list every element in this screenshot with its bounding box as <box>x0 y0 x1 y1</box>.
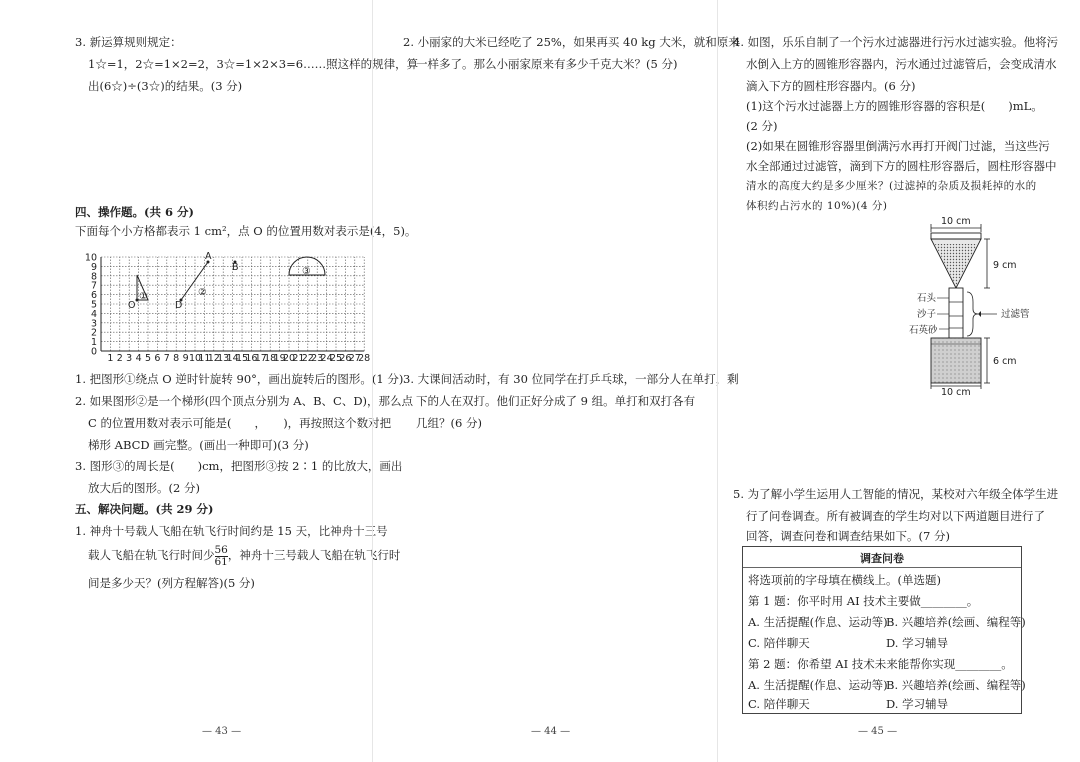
x-tick-label: 10 <box>188 353 202 364</box>
c2-q2-line2: 一样多了。那么小丽家原来有多少千克大米？(5 分) <box>416 57 678 71</box>
section5-title: 五、解决问题。(共 29 分) <box>75 502 214 516</box>
q3-line2: 1☆=1，2☆=1×2=2，3☆=1×2×3=6……照这样的规律，算 <box>88 57 419 71</box>
label-sand: 沙子 <box>917 309 937 320</box>
c3-q4-sub2-line4: 体积约占污水的 10%)(4 分) <box>746 200 888 212</box>
label-quartz: 石英砂 <box>909 325 938 336</box>
c3-q5-line1: 5. 为了解小学生运用人工智能的情况，某校对六年级全体学生进 <box>733 487 1059 501</box>
op-q2-line1: 2. 如果图形②是一个梯形(四个顶点分别为 A、B、C、D)，那么点 <box>75 394 414 408</box>
filter-diagram <box>901 216 1061 396</box>
x-tick-label: 8 <box>173 353 180 364</box>
op-q3-line2: 放大后的图形。(2 分) <box>88 481 200 495</box>
label-filter-pipe: 过滤管 <box>1001 309 1030 320</box>
y-tick-label: 0 <box>90 346 97 358</box>
fraction: $\frac{56}{61}$ <box>214 543 228 568</box>
point-d-label: D <box>175 300 183 311</box>
c3-q4-sub1: (1)这个污水过滤器上方的圆锥形容器的容积是( )mL。 <box>746 99 1043 113</box>
y-tick-label: 9 <box>90 261 97 273</box>
x-tick-label: 1 <box>107 353 114 364</box>
c3-q5-line2: 行了问卷调查。所有被调查的学生均对以下两道题目进行了 <box>746 509 1045 523</box>
shape-2-label: ② <box>198 287 207 298</box>
x-tick-label: 6 <box>154 353 161 364</box>
survey-q1-option-b: B. 兴趣培养(绘画、编程等) <box>886 615 1026 629</box>
coordinate-grid <box>82 244 382 366</box>
survey-q2-option-b: B. 兴趣培养(绘画、编程等) <box>886 678 1026 692</box>
survey-q2-option-a: A. 生活提醒(作息、运动等) <box>748 678 888 692</box>
dim-bottom: 10 cm <box>941 387 971 396</box>
c2-q2-line1: 2. 小丽家的大米已经吃了 25%，如果再买 40 kg 大米，就和原来 <box>403 35 740 49</box>
x-tick-label: 18 <box>264 353 277 364</box>
c3-q4-line2: 水倒入上方的圆锥形容器内，污水通过过滤管后，会变成清水 <box>746 57 1057 71</box>
shape-1-label: ① <box>139 291 148 302</box>
x-tick-label: 15 <box>235 353 249 364</box>
c3-q4-sub2-line2: 水全部通过过滤管，滴到下方的圆柱形容器后，圆柱形容器中 <box>746 159 1057 173</box>
x-tick-label: 11 <box>198 353 211 364</box>
op-q2-line2: C 的位置用数对表示可能是( ， )，再按照这个数对把 <box>88 416 392 430</box>
c3-q4-line3: 滴入下方的圆柱形容器内。(6 分) <box>746 79 916 93</box>
y-tick-label: 8 <box>90 271 97 283</box>
x-tick-label: 23 <box>311 353 324 364</box>
q3-line1: 3. 新运算规则规定： <box>75 35 182 49</box>
survey-q2: 第 2 题：你希望 AI 技术未来能帮你实现________。 <box>748 657 1013 671</box>
x-tick-label: 14 <box>226 353 239 364</box>
c2-q3-line3: 几组？(6 分) <box>416 416 482 430</box>
survey-q2-option-d: D. 学习辅导 <box>886 697 949 711</box>
c3-q4-sub2-line3: 清水的高度大约是多少厘米？(过滤掉的杂质及损耗掉的水的 <box>746 180 1037 192</box>
survey-intro: 将选项前的字母填在横线上。(单选题) <box>748 573 941 587</box>
x-tick-label: 16 <box>245 353 258 364</box>
x-tick-label: 9 <box>182 353 189 364</box>
x-tick-label: 7 <box>163 353 170 364</box>
page-43 <box>0 0 419 762</box>
dim-top: 10 cm <box>941 216 971 227</box>
x-tick-label: 26 <box>339 353 352 364</box>
solve-q1-line1: 1. 神舟十号载人飞船在轨飞行时间约是 15 天，比神舟十三号 <box>75 524 388 538</box>
x-tick-label: 24 <box>320 353 333 364</box>
point-a-label: A <box>205 251 212 262</box>
page-number: — 44 — <box>531 726 571 737</box>
survey-q1-option-d: D. 学习辅导 <box>886 636 949 650</box>
y-tick-label: 5 <box>90 299 97 311</box>
x-tick-label: 17 <box>254 353 267 364</box>
dim-6cm: 6 cm <box>993 356 1017 367</box>
c2-q3-line1: 3. 大课间活动时，有 30 位同学在打乒乓球，一部分人在单打，剩 <box>403 372 739 386</box>
section4-title: 四、操作题。(共 6 分) <box>75 205 194 219</box>
y-tick-label: 10 <box>84 252 97 264</box>
point-o-label: O <box>128 300 136 311</box>
x-tick-label: 22 <box>301 353 314 364</box>
op-q2-line3: 梯形 ABCD 画完整。(画出一种即可)(3 分) <box>88 438 309 452</box>
x-tick-label: 12 <box>207 353 220 364</box>
survey-box <box>742 546 1026 714</box>
x-tick-label: 4 <box>135 353 142 364</box>
survey-q2-option-c: C. 陪伴聊天 <box>748 697 810 711</box>
page-number: — 45 — <box>858 726 898 737</box>
y-tick-label: 2 <box>90 327 97 339</box>
page-number: — 43 — <box>202 726 242 737</box>
survey-title: 调查问卷 <box>860 552 904 565</box>
x-tick-label: 20 <box>282 353 296 364</box>
section4-intro: 下面每个小方格都表示 1 cm²，点 O 的位置用数对表示是(4，5)。 <box>75 224 417 238</box>
x-tick-label: 28 <box>358 353 371 364</box>
point-b-label: B <box>232 262 239 273</box>
x-tick-label: 2 <box>116 353 123 364</box>
c3-q4-sub2-line1: (2)如果在圆锥形容器里倒满污水再打开阀门过滤，当这些污 <box>746 139 1050 153</box>
x-tick-label: 3 <box>126 353 133 364</box>
op-q1: 1. 把图形①绕点 O 逆时针旋转 90°，画出旋转后的图形。(1 分) <box>75 372 404 386</box>
x-tick-label: 19 <box>273 353 286 364</box>
y-tick-label: 3 <box>90 318 97 330</box>
c2-q3-line2: 下的人在双打。他们正好分成了 9 组。单打和双打各有 <box>416 394 696 408</box>
survey-q1-option-a: A. 生活提醒(作息、运动等) <box>748 615 888 629</box>
dim-9cm: 9 cm <box>993 260 1017 271</box>
shape-3-label: ③ <box>302 266 311 277</box>
label-stone: 石头 <box>917 293 937 304</box>
c3-q5-line3: 回答，调查问卷和调查结果如下。(7 分) <box>746 529 950 543</box>
survey-q1-option-c: C. 陪伴聊天 <box>748 636 810 650</box>
y-tick-label: 4 <box>90 308 97 320</box>
c3-q4-line1: 4. 如图，乐乐自制了一个污水过滤器进行污水过滤实验。他将污 <box>733 35 1059 49</box>
op-q3-line1: 3. 图形③的周长是( )cm，把图形③按 2∶1 的比放大，画出 <box>75 459 403 473</box>
survey-q1: 第 1 题：你平时用 AI 技术主要做________。 <box>748 594 979 608</box>
q3-line3: 出(6☆)÷(3☆)的结果。(3 分) <box>88 79 243 93</box>
solve-q1-line2: 载人飞船在轨飞行时间少 $\frac{56}{61}$ ，神舟十三号载人飞船在轨飞行时 <box>88 543 401 568</box>
page-44 <box>372 0 740 762</box>
y-tick-label: 7 <box>90 280 97 292</box>
x-tick-label: 21 <box>292 353 305 364</box>
x-tick-label: 27 <box>348 353 361 364</box>
y-tick-label: 1 <box>90 337 97 349</box>
c3-q4-sub1-score: (2 分) <box>746 119 778 133</box>
x-tick-label: 5 <box>144 353 152 364</box>
y-tick-label: 6 <box>90 290 97 302</box>
x-tick-label: 13 <box>217 353 230 364</box>
x-tick-label: 25 <box>329 353 343 364</box>
solve-q1-line3: 间是多少天？(列方程解答)(5 分) <box>88 576 255 590</box>
